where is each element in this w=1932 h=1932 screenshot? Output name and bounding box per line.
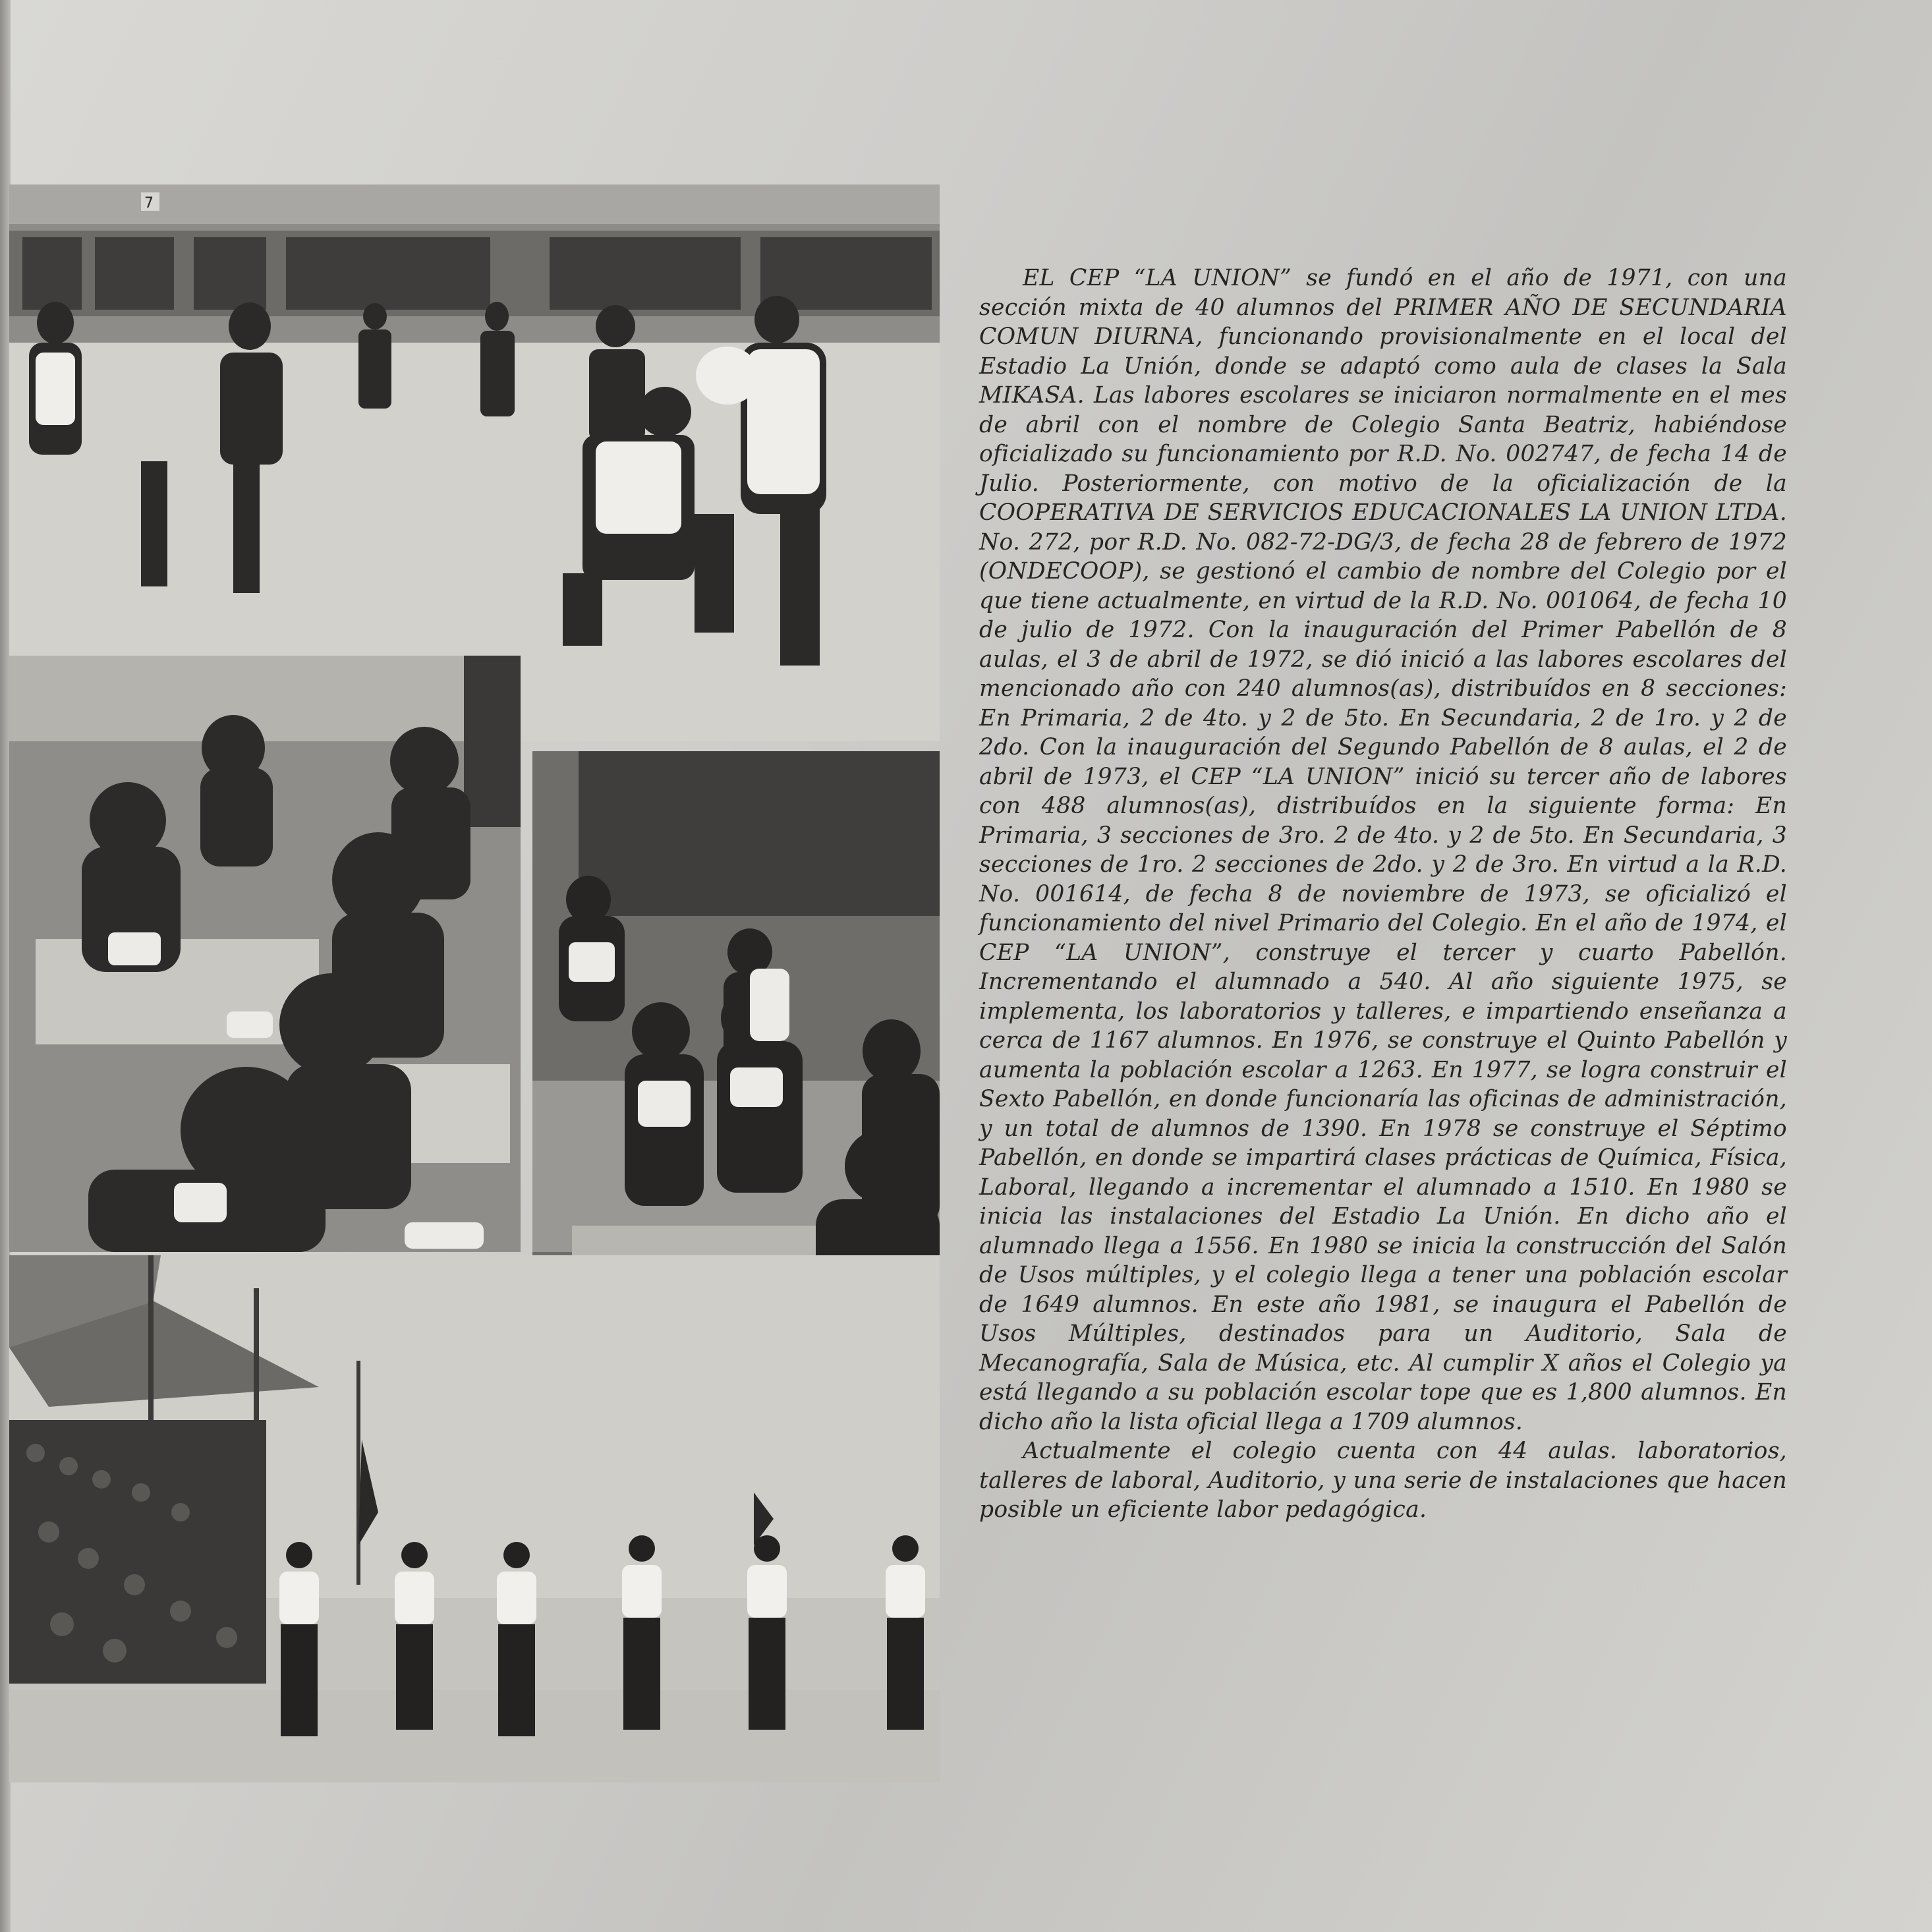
photo-students-at-tables [9, 656, 521, 1252]
article-paragraph-current: Actualmente el colegio cuenta con 44 aulas. laboratorios, talleres de laboral, Auditorio, y una serie de instalaciones que hacen posible un eficiente labor pedagógica. [979, 1438, 1787, 1523]
article-paragraph-history: EL CEP “LA UNION” se fundó en el año de 1971, con una sección mixta de 40 alumnos del PRIMER AÑO DE SECUNDARIA COMUN DIURNA, funcionando provisionalmente en el local del Estadio La Unión, donde se adaptó como aula de clases la Sala MIKASA. Las labores escolares se iniciaron normalmente en el mes de abril con el nombre de Colegio Santa Beatriz, habiéndose oficializado su funcionamiento por R.D. No. 002747, de fecha 14 de Julio. Posteriormente, con motivo de la oficialización de la COOPERATIVA DE SERVICIOS EDUCACIONALES LA UNION LTDA. No. 272, por R.D. No. 082-72-DG/3, de fecha 28 de febrero de 1972 (ONDECOOP), se gestionó el cambio de nombre del Colegio por el que tiene actualmente, en virtud de la R.D. No. 001064, de fecha 10 de julio de 1972. Con la inauguración del Primer Pabellón de 8 aulas, el 3 de abril de 1972, se dió inició a las labores escolares del mencionado año con 240 alumnos(as), distribuídos en 8 secciones: En Primaria, 2 de 4to. y 2 de 5to. En Secundaria, 2 de 1ro. y 2 de 2do. Con la inauguración del Segundo Pabellón de 8 aulas, el 2 de abril de 1973, el CEP “LA UNION” inició su tercer año de labores con 488 alumnos(as), distribuídos en la siguiente forma: En Primaria, 3 secciones de 3ro. 2 de 4to. y 2 de 5to. En Secundaria, 3 secciones de 1ro. 2 secciones de 2do. y 2 de 3ro. En virtud a la R.D. No. 001614, de fecha 8 de noviembre de 1973, se oficializó el funcionamiento del nivel Primario del Colegio. En el año de 1974, el CEP “LA UNION”, construye el tercer y cuarto Pabellón. Incrementando el alumnado a 540. Al año siguiente 1975, se implementa, los laboratorios y talleres, e impartiendo enseñanza a cerca de 1167 alumnos. En 1976, se construye el Quinto Pabellón y aumenta la población escolar a 1263. En 1977, se logra construir el Sexto Pabellón, en donde funcionaría las oficinas de administración, y un total de alumnos de 1390. En 1978 se construye el Séptimo Pabellón, en donde se impartirá clases prácticas de Química, Física, Laboral, llegando a incrementar el alumnado a 1510. En 1980 se inicia las instalaciones del Estadio La Unión. En dicho año el alumnado llega a 1556. En 1980 se inicia la construcción del Salón de Usos múltiples, y el colegio llega a tener una población escolar de 1649 alumnos. En este año 1981, se inaugura el Pabellón de Usos Múltiples, destinados para un Auditorio, Sala de Mecanografía, Sala de Música, etc. Al cumplir X años el Colegio ya está llegando a su población escolar tope que es 1,800 alumnos. En dicho año la lista oficial llega a 1709 alumnos. [979, 265, 1787, 1435]
photo-parade-ceremony [9, 1255, 940, 1782]
building-sign-number: 7 [144, 195, 154, 212]
school-history-article [979, 264, 1787, 1525]
